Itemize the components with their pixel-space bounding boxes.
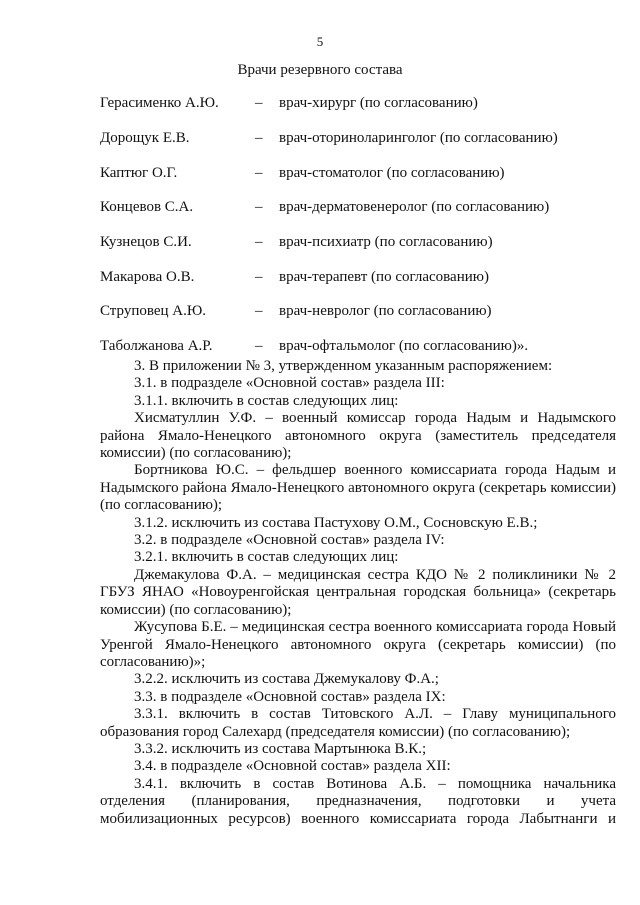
- dash-separator: –: [255, 95, 263, 111]
- doctor-role: врач-хирург (по согласованию): [279, 95, 478, 111]
- paragraph: 3.3.2. исключить из состава Мартынюка В.К.;: [134, 740, 427, 757]
- dash-separator: –: [255, 165, 263, 181]
- list-item: [0, 338, 640, 358]
- dash-separator: –: [255, 234, 263, 250]
- list-item: [0, 95, 640, 115]
- dash-separator: –: [255, 199, 263, 215]
- paragraph: Бортникова Ю.С. – фельдшер военного комиссариата города Надым и Надымского района Ямало-Ненецкого автономного округа (секретарь комиссии) (по согласованию);: [100, 462, 616, 514]
- list-item: [0, 165, 640, 185]
- dash-separator: –: [255, 269, 263, 285]
- dash-separator: –: [255, 303, 263, 319]
- list-item: [0, 130, 640, 150]
- doctor-name: Кузнецов С.И.: [100, 234, 192, 250]
- doctor-name: Струповец А.Ю.: [100, 303, 207, 319]
- doctor-name: Концевов С.А.: [100, 199, 194, 215]
- doctor-name: Дорощук Е.В.: [100, 130, 190, 146]
- paragraph: Джемакулова Ф.А. – медицинская сестра КДО № 2 поликлиники № 2 ГБУЗ ЯНАО «Новоуренгойская центральная городская больница» (секретарь комиссии) (по согласованию);: [100, 566, 616, 618]
- paragraph: 3.1. в подразделе «Основной состав» раздела III:: [134, 375, 445, 392]
- list-item: [0, 199, 640, 219]
- paragraph: 3.2.1. включить в состав следующих лиц:: [134, 549, 399, 566]
- doctor-role: врач-психиатр (по согласованию): [279, 234, 493, 250]
- dash-separator: –: [255, 130, 263, 146]
- paragraph: 3.2.2. исключить из состава Джемукалову Ф.А.;: [134, 671, 439, 688]
- section-heading: Врачи резервного состава: [237, 62, 403, 78]
- list-item: [0, 303, 640, 323]
- page-number: 5: [316, 34, 324, 49]
- list-item: [0, 234, 640, 254]
- doctor-name: Таболжанова А.Р.: [100, 338, 213, 354]
- paragraph: 3.4.1. включить в состав Вотинова А.Б. – помощника начальника отделения (планирования, предназначения, подготовки и учета мобилизационных ресурсов) военного комиссариата города Лабытнанги и: [100, 775, 616, 827]
- doctor-role: врач-оториноларинголог (по согласованию): [279, 130, 558, 146]
- doctor-role: врач-стоматолог (по согласованию): [279, 165, 505, 181]
- list-item: [0, 269, 640, 289]
- paragraph: 3.2. в подразделе «Основной состав» раздела IV:: [134, 532, 445, 549]
- doctor-role: врач-дерматовенеролог (по согласованию): [279, 199, 550, 215]
- paragraph: 3.1.2. исключить из состава Пастухову О.М., Сосновскую Е.В.;: [134, 514, 538, 531]
- doctor-role: врач-терапевт (по согласованию): [279, 269, 489, 285]
- doctor-name: Герасименко А.Ю.: [100, 95, 219, 111]
- doctor-role: врач-офтальмолог (по согласованию)».: [279, 338, 529, 354]
- paragraph: 3.3. в подразделе «Основной состав» раздела IX:: [134, 688, 446, 705]
- doctor-role: врач-невролог (по согласованию): [279, 303, 492, 319]
- paragraph: 3.3.1. включить в состав Титовского А.Л. – Главу муниципального образования город Салехард (председателя комиссии) (по согласованию);: [100, 706, 616, 740]
- paragraph: 3.1.1. включить в состав следующих лиц:: [134, 392, 399, 409]
- paragraph: Хисматуллин У.Ф. – военный комиссар города Надым и Надымского района Ямало-Ненецкого автономного округа (заместитель председателя комиссии) (по согласованию);: [100, 410, 616, 462]
- doctor-name: Макарова О.В.: [100, 269, 195, 285]
- dash-separator: –: [255, 338, 263, 354]
- doctor-name: Каптюг О.Г.: [100, 165, 178, 181]
- paragraph: 3.4. в подразделе «Основной состав» раздела XII:: [134, 758, 451, 775]
- paragraph: 3. В приложении № 3, утвержденном указанным распоряжением:: [134, 358, 553, 374]
- document-body: [100, 358, 616, 828]
- paragraph: Жусупова Б.Е. – медицинская сестра военного комиссариата города Новый Уренгой Ямало-Ненецкого автономного округа (секретарь комиссии) (по согласованию)»;: [100, 619, 616, 670]
